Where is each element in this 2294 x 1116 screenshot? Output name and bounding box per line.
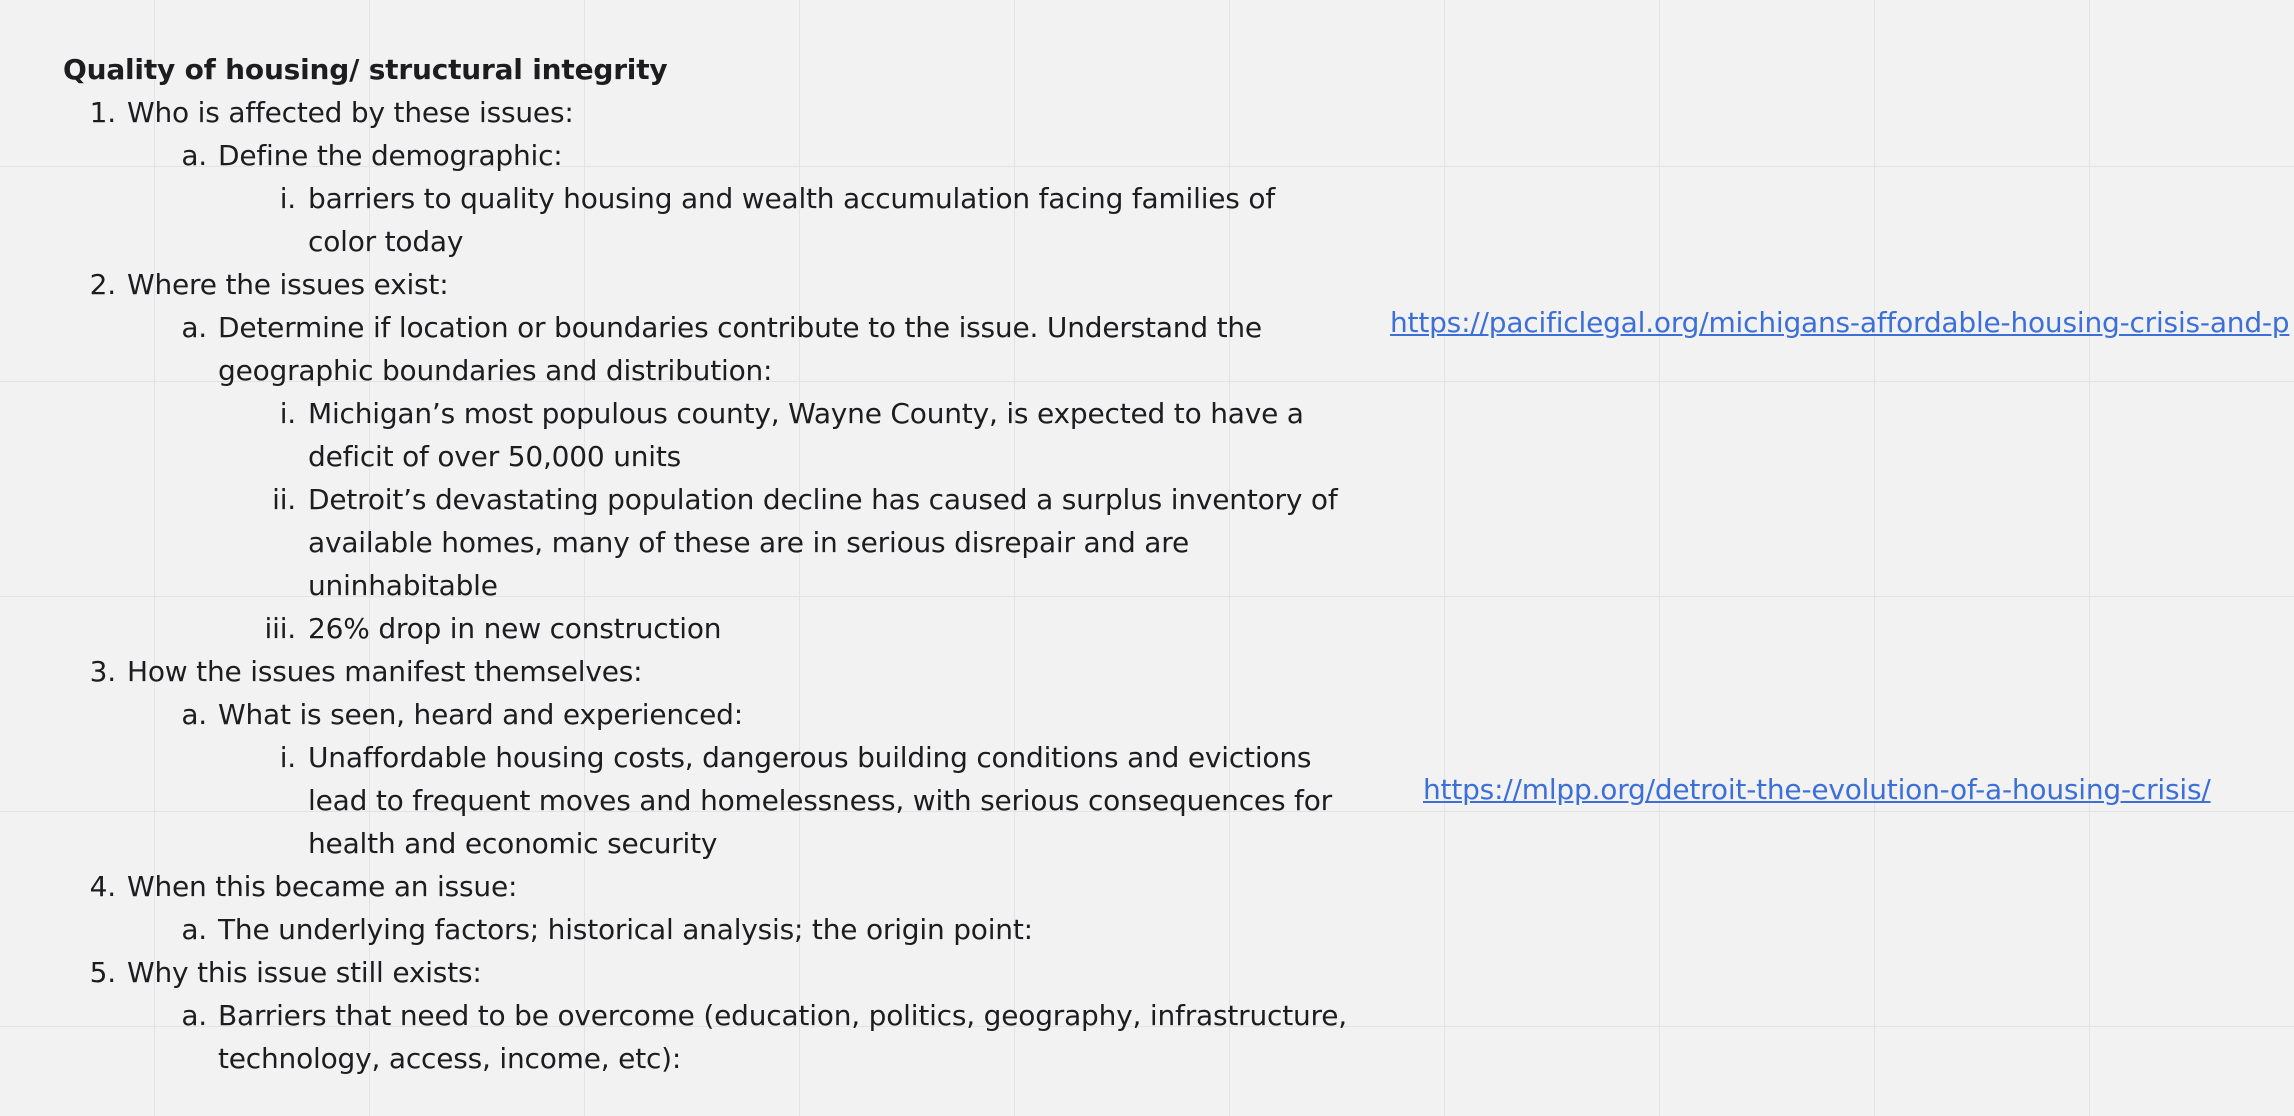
list-marker: 3. [89,655,116,688]
list-item-text: When this became an issue: [127,870,518,903]
list-item-text: Detroit’s devastating population decline has caused a surplus inventory of [308,483,1338,516]
list-item-text: technology, access, income, etc): [218,1042,682,1075]
list-marker: 2. [89,268,116,301]
list-item-text: Why this issue still exists: [127,956,482,989]
list-item-text: health and economic security [308,827,718,860]
list-marker: iii. [264,612,296,645]
pacificlegal-link[interactable]: https://pacificlegal.org/michigans-affordable-housing-crisis-and-p [1390,306,2290,339]
list-item-text: Unaffordable housing costs, dangerous building conditions and evictions [308,741,1312,774]
list-marker: a. [181,139,207,172]
list-item-text: deficit of over 50,000 units [308,440,682,473]
list-item-text: barriers to quality housing and wealth accumulation facing families of [308,182,1275,215]
mlpp-link[interactable]: https://mlpp.org/detroit-the-evolution-of-a-housing-crisis/ [1423,773,2211,806]
list-marker: 5. [89,956,116,989]
list-item-text: lead to frequent moves and homelessness, with serious consequences for [308,784,1332,817]
list-marker: 1. [89,96,116,129]
list-item-text: Where the issues exist: [127,268,449,301]
list-marker: i. [279,397,296,430]
list-item-text: Define the demographic: [218,139,563,172]
list-marker: a. [181,311,207,344]
list-item-text: Determine if location or boundaries contribute to the issue. Understand the [218,311,1262,344]
list-marker: a. [181,698,207,731]
list-item-text: 26% drop in new construction [308,612,722,645]
list-marker: ii. [272,483,296,516]
list-item-text: uninhabitable [308,569,498,602]
list-item-text: Who is affected by these issues: [127,96,574,129]
outline-title: Quality of housing/ structural integrity [63,53,668,86]
list-marker: i. [279,741,296,774]
list-marker: i. [279,182,296,215]
list-item-text: available homes, many of these are in serious disrepair and are [308,526,1189,559]
list-marker: a. [181,913,207,946]
list-marker: a. [181,999,207,1032]
list-marker: 4. [89,870,116,903]
list-item-text: geographic boundaries and distribution: [218,354,773,387]
list-item-text: Barriers that need to be overcome (education, politics, geography, infrastructure, [218,999,1347,1032]
list-item-text: The underlying factors; historical analysis; the origin point: [218,913,1033,946]
list-item-text: color today [308,225,464,258]
list-item-text: Michigan’s most populous county, Wayne County, is expected to have a [308,397,1304,430]
list-item-text: What is seen, heard and experienced: [218,698,743,731]
list-item-text: How the issues manifest themselves: [127,655,643,688]
